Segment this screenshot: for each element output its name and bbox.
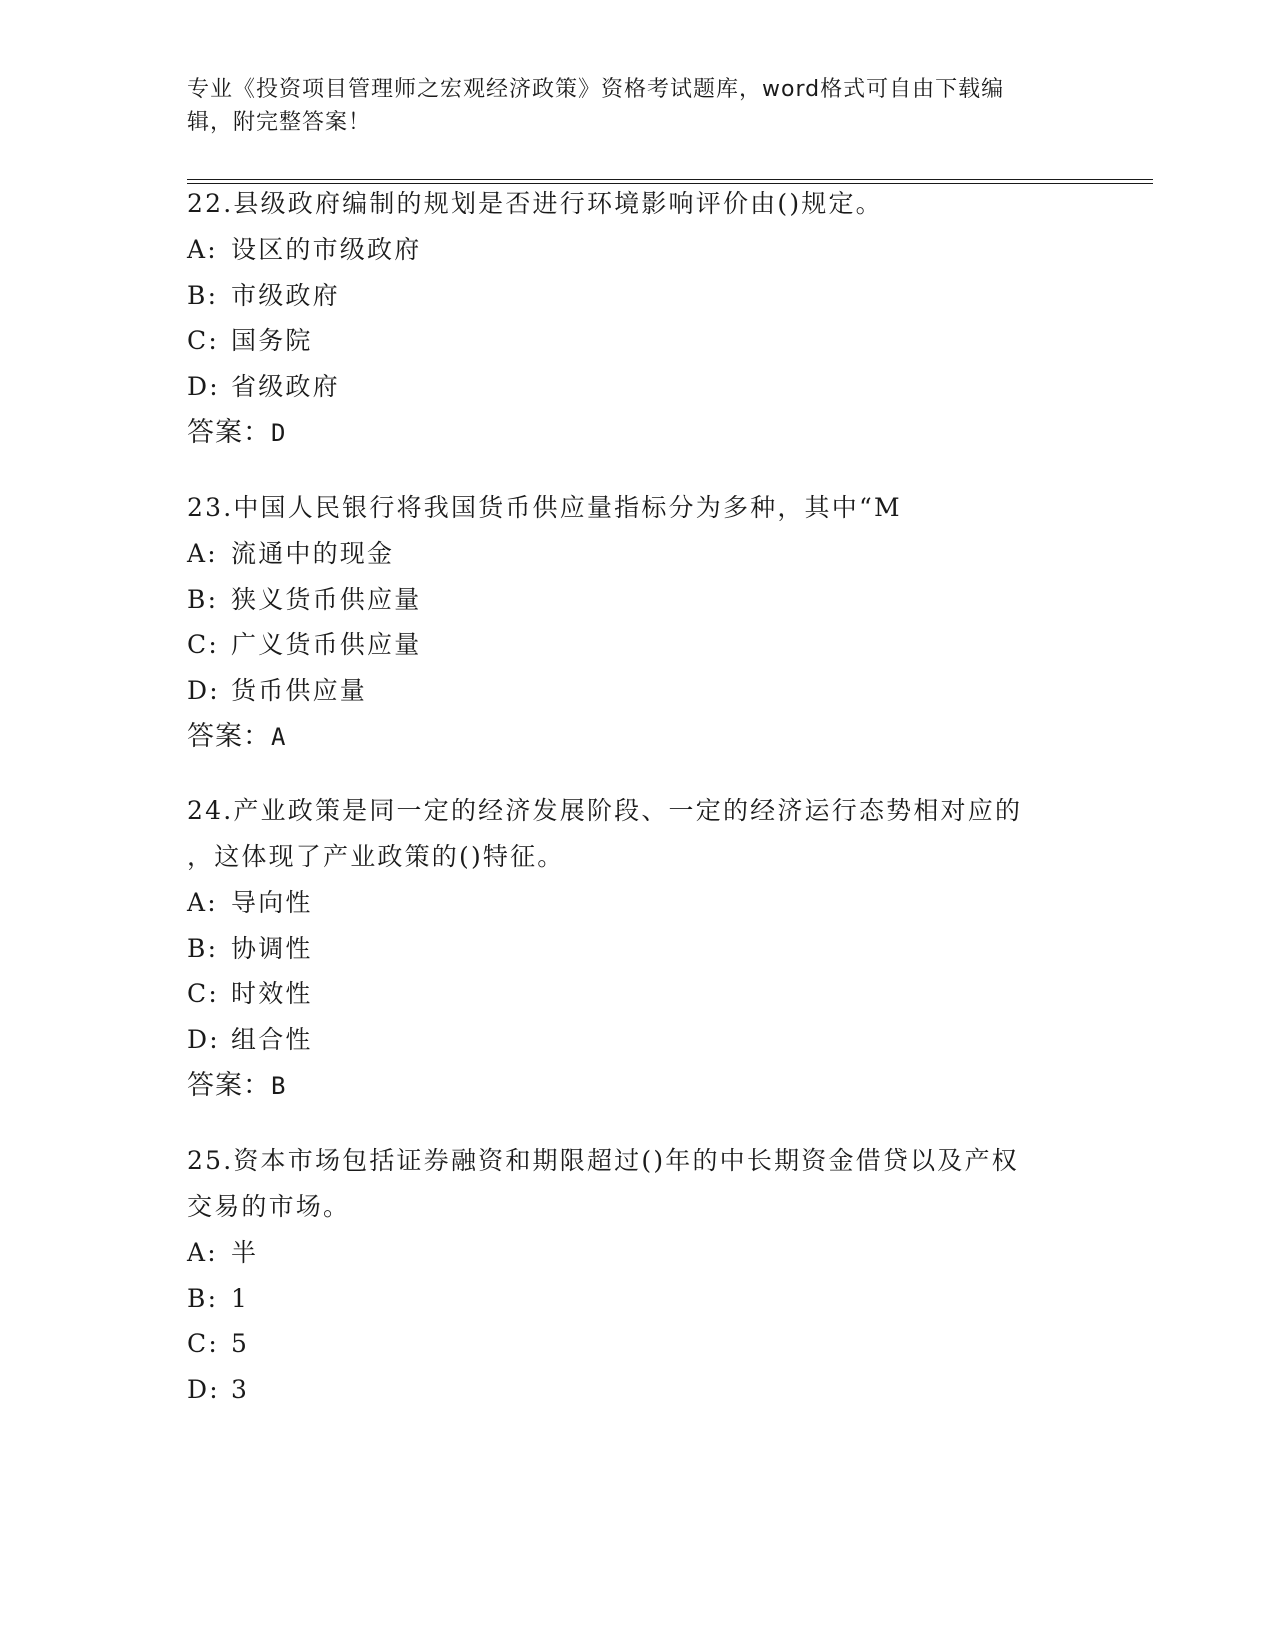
answer-value: A — [271, 722, 287, 751]
question-24 — [187, 788, 1087, 1109]
option-c — [187, 318, 1087, 364]
option-text: 5 — [231, 1329, 250, 1359]
answer-value: D — [271, 418, 287, 447]
option-text: 组合性 — [231, 1025, 313, 1055]
option-letter: B: — [187, 584, 219, 614]
option-a — [187, 227, 1087, 273]
header-divider-top — [187, 179, 1153, 180]
option-text: 流通中的现金 — [231, 539, 395, 568]
page-header — [187, 73, 1077, 139]
header-line-2: 辑，附完整答案！ — [187, 110, 372, 135]
option-letter: C: — [187, 630, 219, 660]
option-text: 半 — [231, 1238, 259, 1267]
option-letter: D: — [187, 1375, 220, 1405]
question-23 — [187, 485, 1087, 760]
answer-value: B — [271, 1071, 287, 1100]
question-stem-line: 25.资本市场包括证券融资和期限超过()年的中长期资金借贷以及产权 — [187, 1146, 1019, 1175]
option-letter: B: — [187, 280, 219, 310]
question-stem-line: 交易的市场。 — [187, 1192, 351, 1221]
option-text: 市级政府 — [231, 280, 340, 310]
option-c — [187, 1321, 1087, 1367]
question-stem-line: ，这体现了产业政策的()特征。 — [187, 842, 565, 871]
option-b — [187, 1276, 1087, 1322]
option-c — [187, 622, 1087, 668]
option-letter: B: — [187, 933, 219, 963]
question-stem — [187, 181, 1087, 227]
question-25 — [187, 1138, 1087, 1413]
option-text: 广义货币供应量 — [231, 630, 422, 660]
option-letter: A: — [187, 888, 218, 917]
option-text: 国务院 — [231, 326, 313, 356]
answer-line — [187, 410, 1087, 456]
option-letter: D: — [187, 372, 220, 402]
answer-label: 答案： — [187, 1069, 271, 1101]
option-b — [187, 577, 1087, 623]
option-b — [187, 926, 1087, 972]
question-stem — [187, 788, 1087, 880]
option-letter: A: — [187, 1238, 218, 1267]
option-letter: C: — [187, 326, 219, 356]
option-text: 设区的市级政府 — [231, 235, 422, 264]
option-letter: A: — [187, 539, 218, 568]
option-text: 导向性 — [231, 888, 313, 917]
question-stem — [187, 485, 1087, 531]
option-d — [187, 364, 1087, 410]
option-d — [187, 1367, 1087, 1413]
question-stem-line: 23.中国人民银行将我国货币供应量指标分为多种，其中“M — [187, 493, 902, 522]
option-letter: A: — [187, 235, 218, 264]
option-d — [187, 668, 1087, 714]
option-text: 1 — [231, 1283, 250, 1313]
option-text: 省级政府 — [231, 372, 340, 402]
option-a — [187, 880, 1087, 926]
option-letter: D: — [187, 1025, 220, 1055]
option-c — [187, 971, 1087, 1017]
option-letter: D: — [187, 676, 220, 706]
answer-line — [187, 714, 1087, 760]
option-text: 狭义货币供应量 — [231, 584, 422, 614]
option-b — [187, 273, 1087, 319]
question-stem-line: 22.县级政府编制的规划是否进行环境影响评价由()规定。 — [187, 189, 883, 218]
option-a — [187, 531, 1087, 577]
question-stem-line: 24.产业政策是同一定的经济发展阶段、一定的经济运行态势相对应的 — [187, 796, 1023, 825]
option-letter: C: — [187, 979, 219, 1009]
option-text: 时效性 — [231, 979, 313, 1009]
option-text: 3 — [231, 1375, 250, 1405]
answer-label: 答案： — [187, 416, 271, 448]
option-letter: B: — [187, 1283, 219, 1313]
answer-label: 答案： — [187, 720, 271, 752]
option-a — [187, 1230, 1087, 1276]
option-d — [187, 1017, 1087, 1063]
header-line-1: 专业《投资项目管理师之宏观经济政策》资格考试题库，word格式可自由下载编 — [187, 77, 1005, 102]
question-stem — [187, 1138, 1087, 1230]
option-letter: C: — [187, 1329, 219, 1359]
question-22 — [187, 181, 1087, 456]
option-text: 协调性 — [231, 933, 313, 963]
answer-line — [187, 1063, 1087, 1109]
option-text: 货币供应量 — [231, 676, 368, 706]
